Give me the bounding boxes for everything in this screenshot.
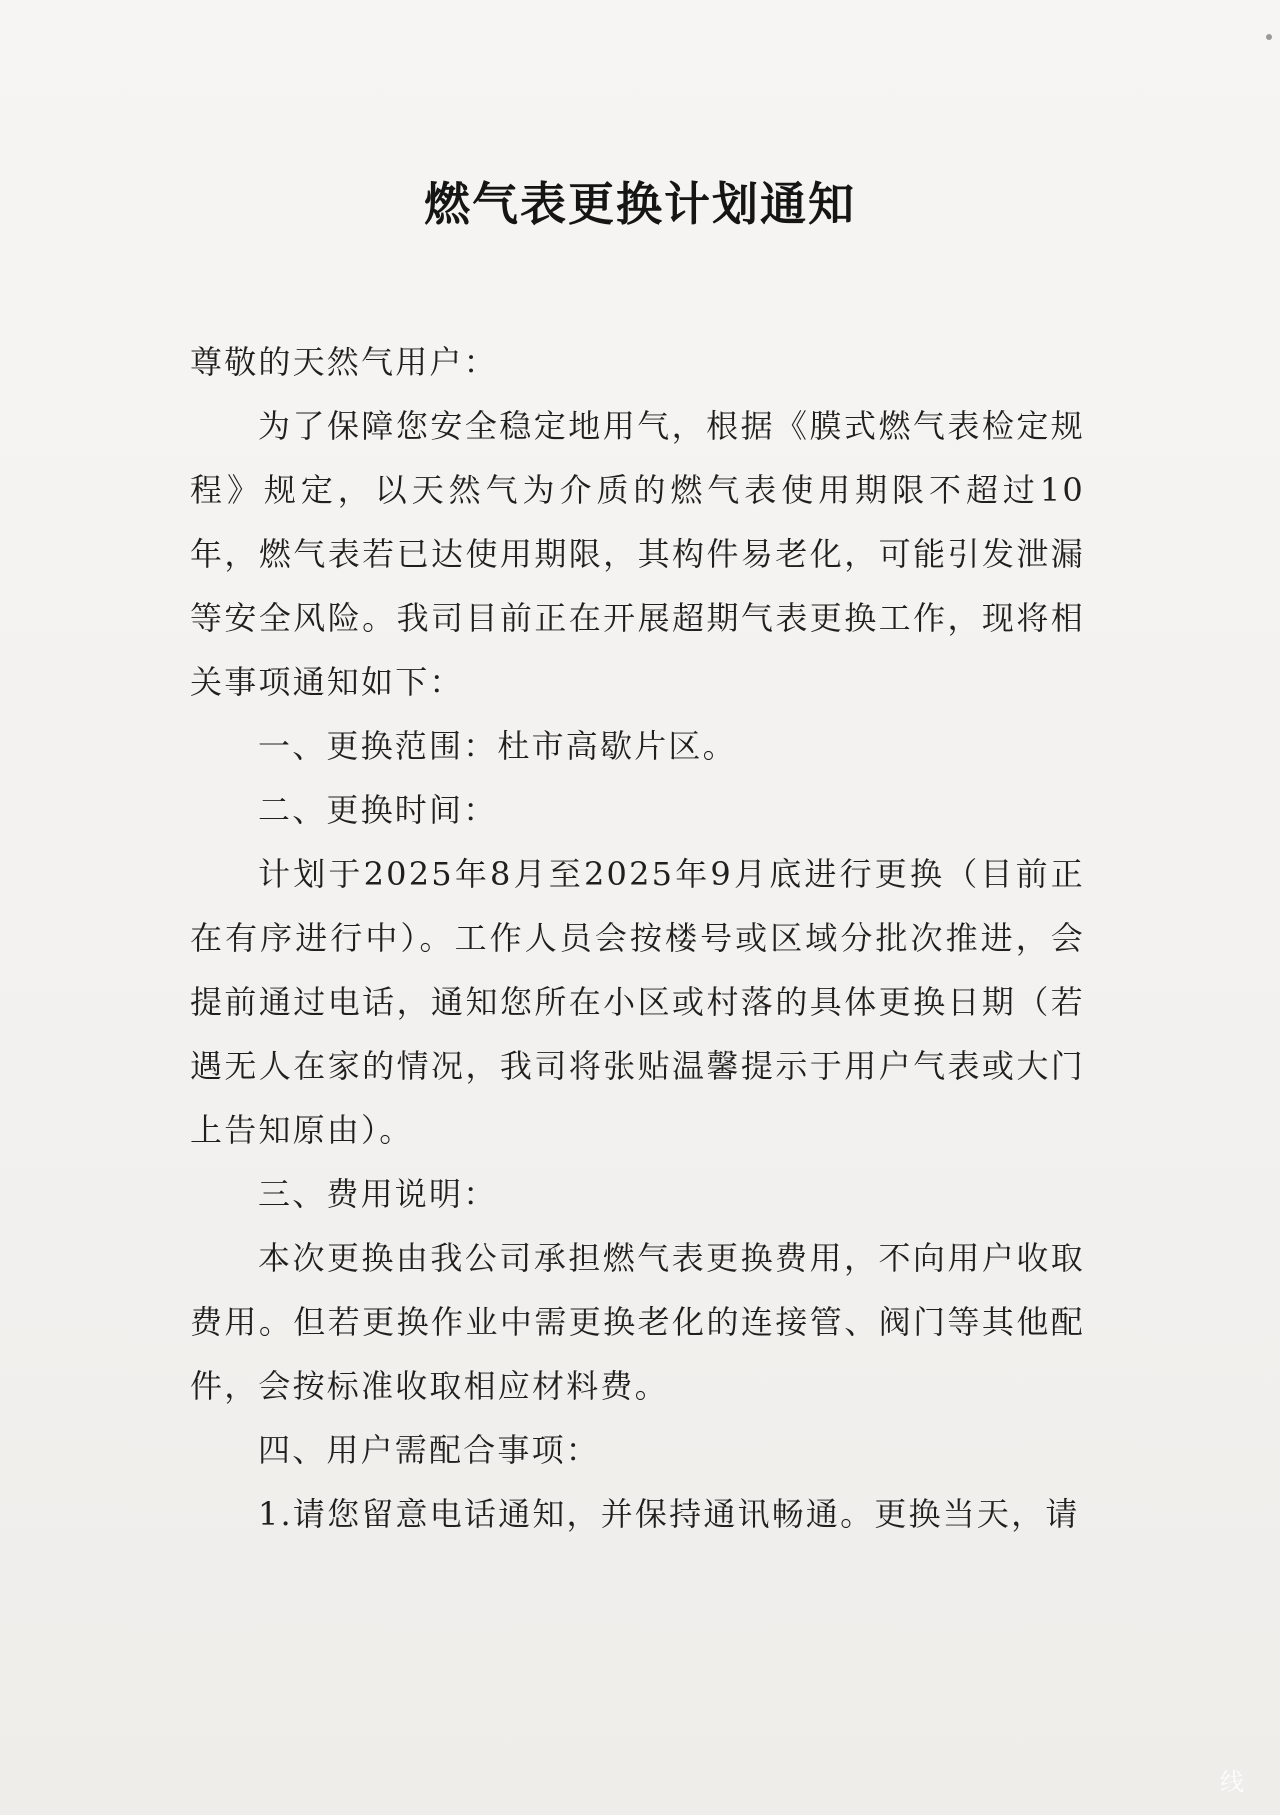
section-cost-paragraph: 本次更换由我公司承担燃气表更换费用，不向用户收取费用。但若更换作业中需更换老化的连接管、阀门等其他配件，会按标准收取相应材料费。 (190, 1239, 1085, 1405)
section-cooperation-item-1: 1.请您留意电话通知，并保持通讯畅通。更换当天，请 (258, 1495, 1080, 1533)
intro-paragraph: 为了保障您安全稳定地用气，根据《膜式燃气表检定规程》规定，以天然气为介质的燃气表使用期限不超过10年，燃气表若已达使用期限，其构件易老化，可能引发泄漏等安全风险。我司目前正在开展超期气表更换工作，现将相关事项通知如下： (190, 407, 1085, 701)
watermark-text: 线 (1220, 1768, 1244, 1796)
corner-dot (1266, 34, 1272, 40)
document-title: 燃气表更换计划通知 (424, 177, 856, 231)
section-cooperation-heading: 四、用户需配合事项： (258, 1431, 601, 1469)
section-cost-heading: 三、费用说明： (258, 1175, 498, 1213)
section-time-heading: 二、更换时间： (258, 791, 498, 829)
section-scope: 一、更换范围：杜市高歇片区。 (258, 727, 737, 765)
section-time-paragraph: 计划于2025年8月至2025年9月底进行更换（目前正在有序进行中）。工作人员会按楼号或区域分批次推进，会提前通过电话，通知您所在小区或村落的具体更换日期（若遇无人在家的情况，我司将张贴温馨提示于用户气表或大门上告知原由）。 (190, 855, 1085, 1149)
document-body (190, 330, 1085, 1546)
salutation: 尊敬的天然气用户： (190, 343, 498, 381)
